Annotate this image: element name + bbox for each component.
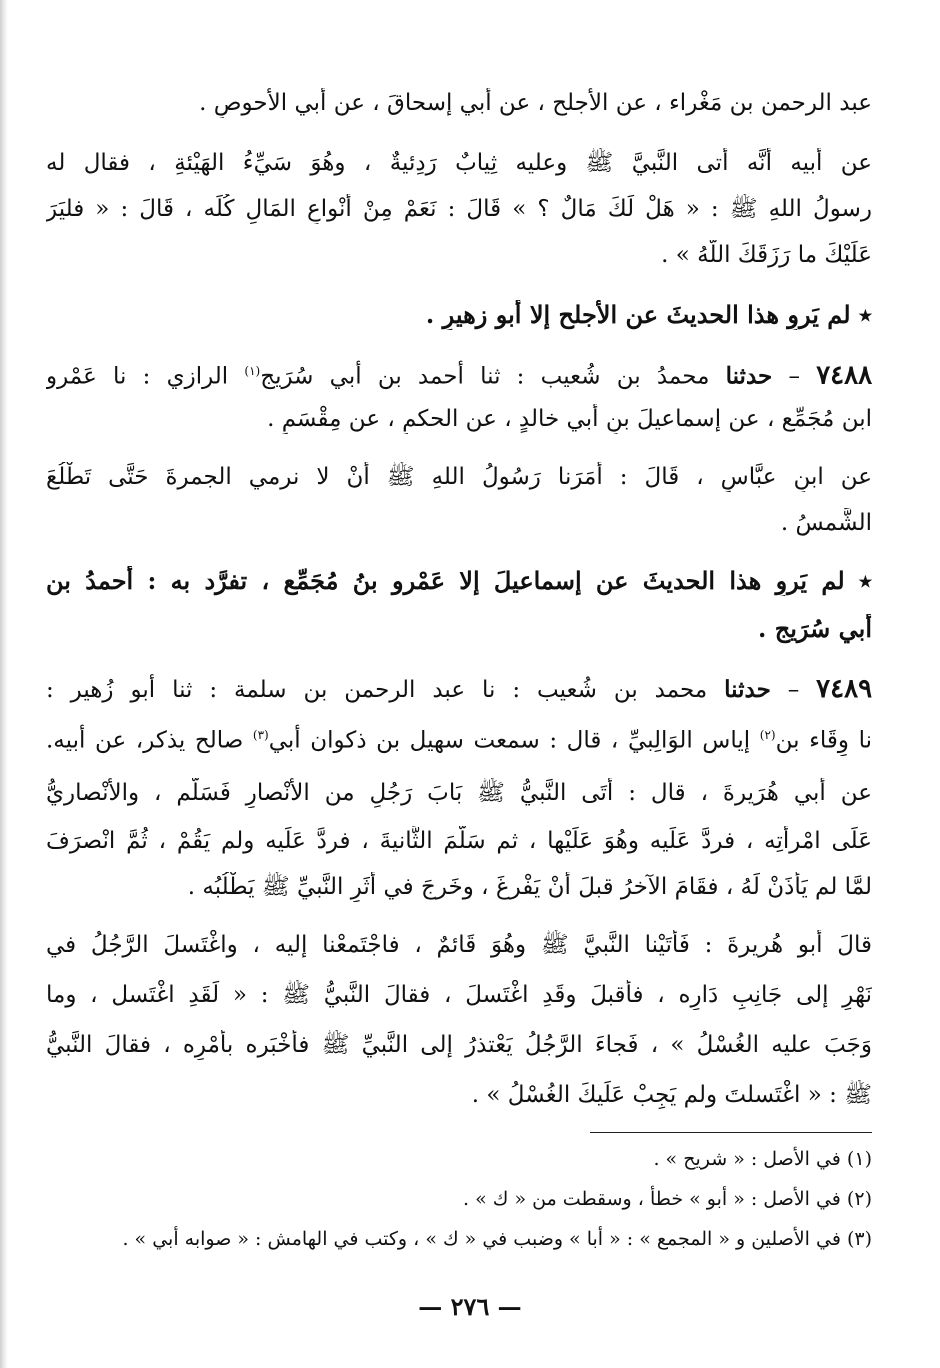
chain-part: إياس الوَالِبيِّ ، قال : سمعت سهيل بن ذكوان أبي [268, 727, 751, 754]
hadith-7489-header [46, 674, 872, 705]
hadith-note-2: ٭ لم يَروِ هذا الحديثَ عن إسماعيلَ إلا عَمْرو بنُ مُجَمِّع ، تفرَّد به : أحمدُ بن [46, 566, 872, 595]
text-line-17: قالَ أَبو هُريرةَ : فَأَتَيْنا النَّبيَّ ﷺ وهُوَ قَائمٌ ، فاجْتَمعْنا إليه ، واغْتَسلَ الرَّجُلُ في [46, 932, 872, 958]
hadith-lead: حدثنا [725, 362, 773, 390]
hadith-number-7488: ٧٤٨٨ [816, 360, 872, 391]
text-line-12 [46, 720, 872, 756]
hadith-7488-header [46, 356, 872, 392]
hadith-number-7489: ٧٤٨٩ [816, 674, 872, 704]
hadith-chain: محمدُ بن شُعيب : ثنا أحمد بن أبي سُرَيج [260, 363, 710, 390]
footnote-2: (٢) في الأصل : « أبو » خطأ ، وسقطت من « ك » . [463, 1188, 872, 1210]
hadith-dash: – [787, 677, 800, 703]
hadith-note-2-end: أبي سُرَيج . [758, 614, 872, 643]
text-line-7: عن ابنِ عبَّاسٍ ، قَالَ : أَمَرَنا رَسُولُ اللهِ ﷺ أَنْ لا نرمي الجمرةَ حَتَّى تَطْلُعَ [46, 464, 872, 490]
footnote-divider [590, 1132, 872, 1133]
footnote-ref-2: (٢) [759, 728, 776, 742]
page-edge-shadow [0, 0, 8, 1368]
text-line-18: نَهْرٍ إلى جَانِبِ دَارِه ، فأقبلَ وقَدِ اغْتَسلَ ، فقالَ النَّبيُّ ﷺ : « لَقَدِ اغْتَسل ، وما [46, 982, 872, 1008]
text-line-20: ﷺ : « اغْتَسلتَ ولم يَجِبْ عَلَيكَ الغُسْلُ » . [471, 1082, 872, 1108]
text-line-6: ابن مُجَمِّع ، عن إسماعيلَ بنِ أبي خالدٍ ، عن الحكمِ ، عن مِقْسَمٍ . [267, 406, 872, 432]
footnote-3: (٣) في الأصلين و « المجمع » : « أبا » وضبب في « ك » ، وكتب في الهامش : « صوابه أبي » . [122, 1228, 872, 1250]
text-line-8: الشَّمسُ . [780, 510, 872, 536]
text-line-15: عَلَى امْرأَتِه ، فردَّ عَلَيه وهُوَ عَلَيْها ، ثم سَلَّمَ الثَّانيةَ ، فردَّ عَلَيه ولم يَقُمْ ، ثُمَّ انْصرَفَ [46, 828, 872, 854]
text-line-3: رسولُ اللهِ ﷺ : « هَلْ لَكَ مَالٌ ؟ » قَالَ : نَعَمْ مِنْ أَنْواعِ المَالِ كُلِّه ، قَالَ : « فليَرَ [46, 196, 872, 222]
page-number: — ٢٧٦ — [418, 1292, 522, 1321]
text-line-16: لمَّا لم يَأْذَنْ لَهُ ، فقَامَ الآخرُ قبلَ أَنْ يَفْرغَ ، وخَرجَ في أَثَرِ النَّبيِّ ﷺ يَطْلُبُه . [187, 874, 872, 900]
hadith-chain-end: الرازي : نا عَمْرو [46, 363, 229, 390]
text-line-14: عن أبي هُرَيرةَ ، قال : أَتَى النَّبيُّ ﷺ بَابَ رَجُلٍ من الأَنْصارِ فَسَلَّم ، والأَنْصاريُّ [46, 780, 872, 806]
text-line-2: عن أبيه أنَّه أتى النَّبيَّ ﷺ وعليه ثِيابٌ رَدِئيةٌ ، وهُوَ سَيِّءُ الهَيْئةِ ، فقال له [46, 150, 872, 176]
text-line-1: عبد الرحمن بن مَغْراء ، عن الأجلح ، عن أبي إسحاقَ ، عن أبي الأحوصِ . [199, 90, 872, 116]
chain-part: نا وِقَاء بن [775, 727, 872, 754]
hadith-lead: حدثنا [724, 676, 771, 703]
footnote-1: (١) في الأصل : « شريح » . [653, 1148, 872, 1170]
hadith-chain: محمد بن شُعيب : نا عبد الرحمن بن سلمة : ثنا أبو زُهير : [46, 677, 708, 703]
text-line-4: عَلَيْكَ ما رَزَقَكَ اللّهُ » . [661, 242, 872, 268]
footnote-ref-1: (١) [244, 364, 261, 378]
hadith-note-1: ٭ لم يَروِ هذا الحديثَ عن الأجلحِ إلا أبو زهيرٍ . [425, 300, 872, 329]
hadith-dash: – [788, 363, 800, 390]
chain-part: صالح يذكر، عن أبيه. [46, 727, 244, 754]
footnote-ref-3: (٣) [252, 728, 269, 742]
text-line-19: وَجَبَ عليه الغُسْلُ » ، فَجاءَ الرَّجُلُ يَعْتذرُ إلى النَّبيِّ ﷺ فأَخْبَره بأَمْرِه ، فقالَ النَّبيُّ [46, 1032, 872, 1058]
